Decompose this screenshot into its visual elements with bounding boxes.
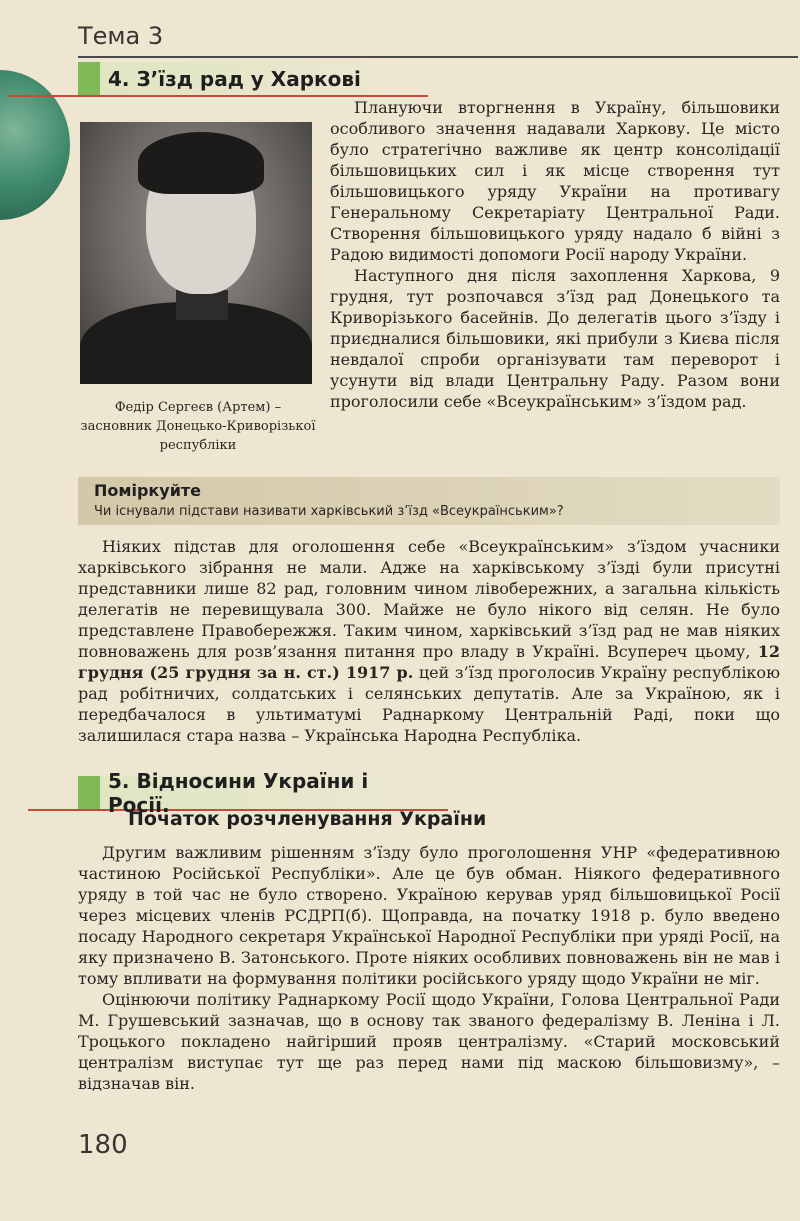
portrait-photo <box>80 122 312 384</box>
ponder-box <box>78 477 780 525</box>
answer-body <box>78 536 780 746</box>
theme-label: Тема 3 <box>78 22 164 50</box>
photo-caption: Федір Сергеєв (Артем) – засновник Донецько-Криворізької республіки <box>80 400 316 453</box>
section-4-body <box>330 97 780 412</box>
paragraph: Оцінюючи політику Раднаркому Росії щодо України, Голова Центральної Ради М. Грушевський зазначав, що в основу так званого федералізму В. Леніна і Л. Троцького покладено найгірший прояв централізму. «Старий московський централізм виступає тут ще раз перед нами під маскою більшовизму», – відзначав він. <box>78 990 780 1093</box>
page-header <box>78 22 778 50</box>
section-4-heading <box>78 62 398 96</box>
decorative-green-circle <box>0 70 70 220</box>
section-5-title: 5. Відносини України і Росії. <box>108 769 369 817</box>
section-5-heading <box>78 769 418 817</box>
section-5-subtitle: Початок розчленування України <box>128 808 487 830</box>
section-5-body <box>78 842 780 1094</box>
ponder-question: Чи існували підстави називати харківський з’їзд «Всеукраїнським»? <box>94 504 564 519</box>
paragraph: Ніяких підстав для оголошення себе «Всеукраїнським» з’їздом учасники харківського зібрання не мали. Адже на харківському з’їзді були присутні представники лише 82 рад, головним чином лівобережних, а загальна кількість делегатів не перевищувала 300. Майже не було нікого від селян. Не було представлене Правобережжя. Таким чином, харківський з’їзд рад не мав ніяких повноважень для розв’язання питання про владу в Україні. Всупереч цьому, 12 грудня (25 грудня за н. ст.) 1917 р. цей з’їзд проголосив Україну республікою рад робітничих, солдатських і селянських депутатів. Але за Україною, як і передбачалося в ультиматумі Раднаркому Центральній Раді, поки що залишилася стара назва – Українська Народна Республіка. <box>78 537 780 745</box>
paragraph: Плануючи вторгнення в Україну, більшовики особливого значення надавали Харкову. Це місто було стратегічно важливе як центр консолідації більшовицьких сил і як місце створення тут більшовицького уряду України на противагу Генеральному Секретаріату Центральної Ради. Створення більшовицького уряду надало б війні з Радою видимості допомоги Росії народу України. <box>330 98 780 264</box>
header-rule <box>78 56 798 58</box>
date-highlight: 12 грудня (25 грудня за н. ст.) 1917 р. <box>78 642 780 682</box>
paragraph: Наступного дня після захоплення Харкова, 9 грудня, тут розпочався з’їзд рад Донецького та Криворізького басейнів. До делегатів цього з’їзду і приєдналися більшовики, які прибули з Києва після невдалої спроби організувати там переворот і усунути від влади Центральну Раду. Разом вони проголосили себе «Всеукраїнським» з’їздом рад. <box>330 266 780 411</box>
paragraph: Другим важливим рішенням з’їзду було проголошення УНР «федеративною частиною Російської Республіки». Але це був обман. Ніякого федеративного уряду в той час не було створено. Україною керував уряд більшовицької Росії через місцевих членів РСДРП(б). Щоправда, на початку 1918 р. було введено посаду Народного секретаря Української Народної Республіки при уряді Росії, на яку призначено В. Затонського. Проте ніяких особливих повноважень він не мав і тому впливати на формування політики російського уряду щодо України не міг. <box>78 843 780 988</box>
page-number: 180 <box>78 1130 128 1160</box>
section-4-title: 4. З’їзд рад у Харкові <box>108 67 361 91</box>
ponder-title: Поміркуйте <box>94 481 202 500</box>
